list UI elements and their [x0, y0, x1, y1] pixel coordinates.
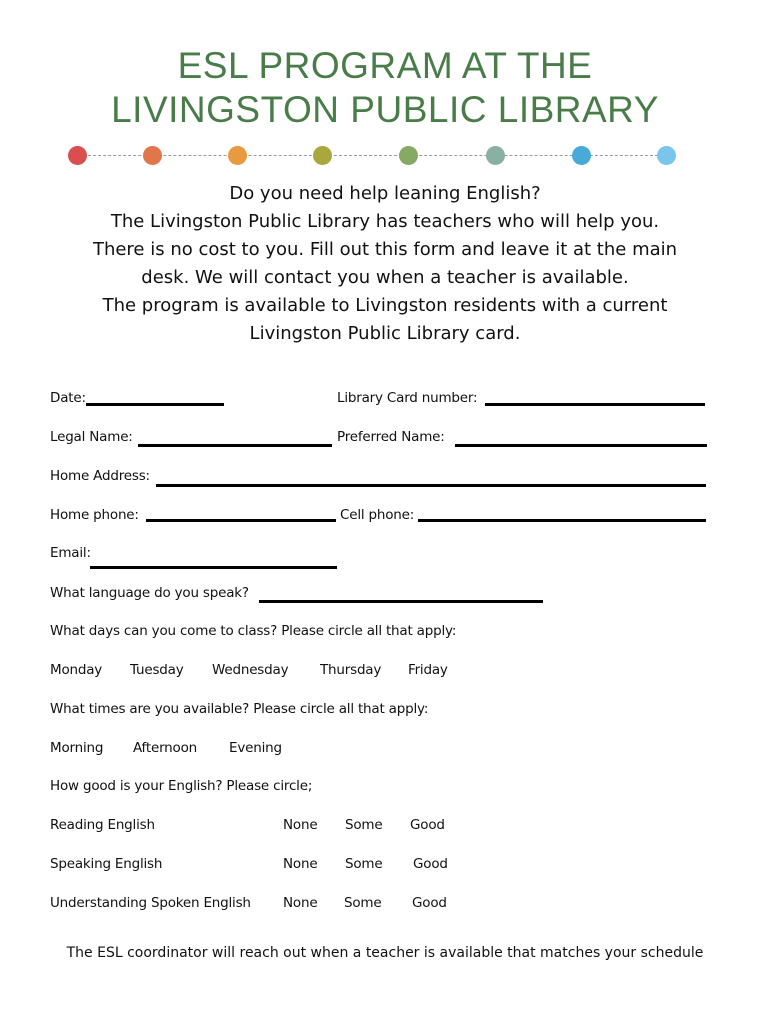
intro-line-2: The Livingston Public Library has teachers who will help you. — [110, 211, 660, 232]
dot-2 — [143, 146, 162, 165]
email-field[interactable] — [90, 566, 337, 569]
row-email — [50, 545, 720, 565]
decorative-dot-divider — [68, 146, 668, 166]
day-option-thursday[interactable]: Thursday — [320, 662, 382, 678]
times-question: What times are you available? Please circle all that apply: — [50, 701, 429, 717]
legal-name-label: Legal Name: — [50, 429, 133, 445]
english-question: How good is your English? Please circle; — [50, 778, 313, 794]
row-date-card — [50, 390, 720, 410]
dot-7 — [572, 146, 591, 165]
cell-phone-label: Cell phone: — [340, 507, 415, 523]
preferred-name-field[interactable] — [455, 444, 707, 447]
title-line-1: ESL PROGRAM AT THE — [177, 45, 593, 86]
home-address-label: Home Address: — [50, 468, 150, 484]
day-option-tuesday[interactable]: Tuesday — [130, 662, 184, 678]
row-english-question — [50, 778, 720, 798]
skill-option-some[interactable]: Some — [344, 895, 382, 911]
home-phone-field[interactable] — [146, 519, 336, 522]
row-phones — [50, 507, 720, 527]
row-days-question — [50, 623, 720, 643]
row-times-question — [50, 701, 720, 721]
dot-6 — [486, 146, 505, 165]
home-address-field[interactable] — [156, 484, 706, 487]
intro-paragraph — [0, 180, 770, 348]
times-options — [50, 740, 720, 760]
skill-option-none[interactable]: None — [283, 817, 318, 833]
intro-line-3: There is no cost to you. Fill out this form and leave it at the main — [92, 239, 678, 260]
time-option-evening[interactable]: Evening — [229, 740, 282, 756]
legal-name-field[interactable] — [138, 444, 332, 447]
library-card-label: Library Card number: — [337, 390, 478, 406]
skill-option-good[interactable]: Good — [410, 817, 445, 833]
day-option-monday[interactable]: Monday — [50, 662, 103, 678]
dot-5 — [399, 146, 418, 165]
language-field[interactable] — [259, 600, 543, 603]
skill-option-some[interactable]: Some — [345, 817, 383, 833]
dot-4 — [313, 146, 332, 165]
intro-line-1: Do you need help leaning English? — [229, 183, 541, 204]
row-address — [50, 468, 720, 488]
days-options — [50, 662, 720, 682]
row-names — [50, 429, 720, 449]
dot-8 — [657, 146, 676, 165]
page-title — [0, 44, 770, 132]
intro-line-4: desk. We will contact you when a teacher is available. — [141, 267, 629, 288]
dot-1 — [68, 146, 87, 165]
email-label: Email: — [50, 545, 91, 561]
intro-line-5: The program is available to Livingston residents with a current — [102, 295, 668, 316]
skill-label: Understanding Spoken English — [50, 895, 251, 911]
skill-option-good[interactable]: Good — [413, 856, 448, 872]
skill-option-good[interactable]: Good — [412, 895, 447, 911]
days-question: What days can you come to class? Please circle all that apply: — [50, 623, 457, 639]
time-option-morning[interactable]: Morning — [50, 740, 104, 756]
dot-3 — [228, 146, 247, 165]
date-field[interactable] — [86, 403, 224, 406]
skill-row-reading — [50, 817, 720, 837]
library-card-field[interactable] — [485, 403, 705, 406]
title-line-2: LIVINGSTON PUBLIC LIBRARY — [111, 89, 659, 130]
skill-row-understanding — [50, 895, 720, 915]
day-option-wednesday[interactable]: Wednesday — [212, 662, 289, 678]
footer-note: The ESL coordinator will reach out when a teacher is available that matches your schedule — [66, 945, 704, 961]
skill-option-none[interactable]: None — [283, 895, 318, 911]
skill-option-none[interactable]: None — [283, 856, 318, 872]
skill-option-some[interactable]: Some — [345, 856, 383, 872]
skill-label: Reading English — [50, 817, 155, 833]
home-phone-label: Home phone: — [50, 507, 139, 523]
date-label: Date: — [50, 390, 86, 406]
time-option-afternoon[interactable]: Afternoon — [133, 740, 198, 756]
skill-row-speaking — [50, 856, 720, 876]
language-label: What language do you speak? — [50, 585, 249, 601]
skill-label: Speaking English — [50, 856, 163, 872]
intro-line-6: Livingston Public Library card. — [249, 323, 521, 344]
day-option-friday[interactable]: Friday — [408, 662, 448, 678]
cell-phone-field[interactable] — [418, 519, 706, 522]
row-language — [50, 585, 720, 605]
preferred-name-label: Preferred Name: — [337, 429, 445, 445]
